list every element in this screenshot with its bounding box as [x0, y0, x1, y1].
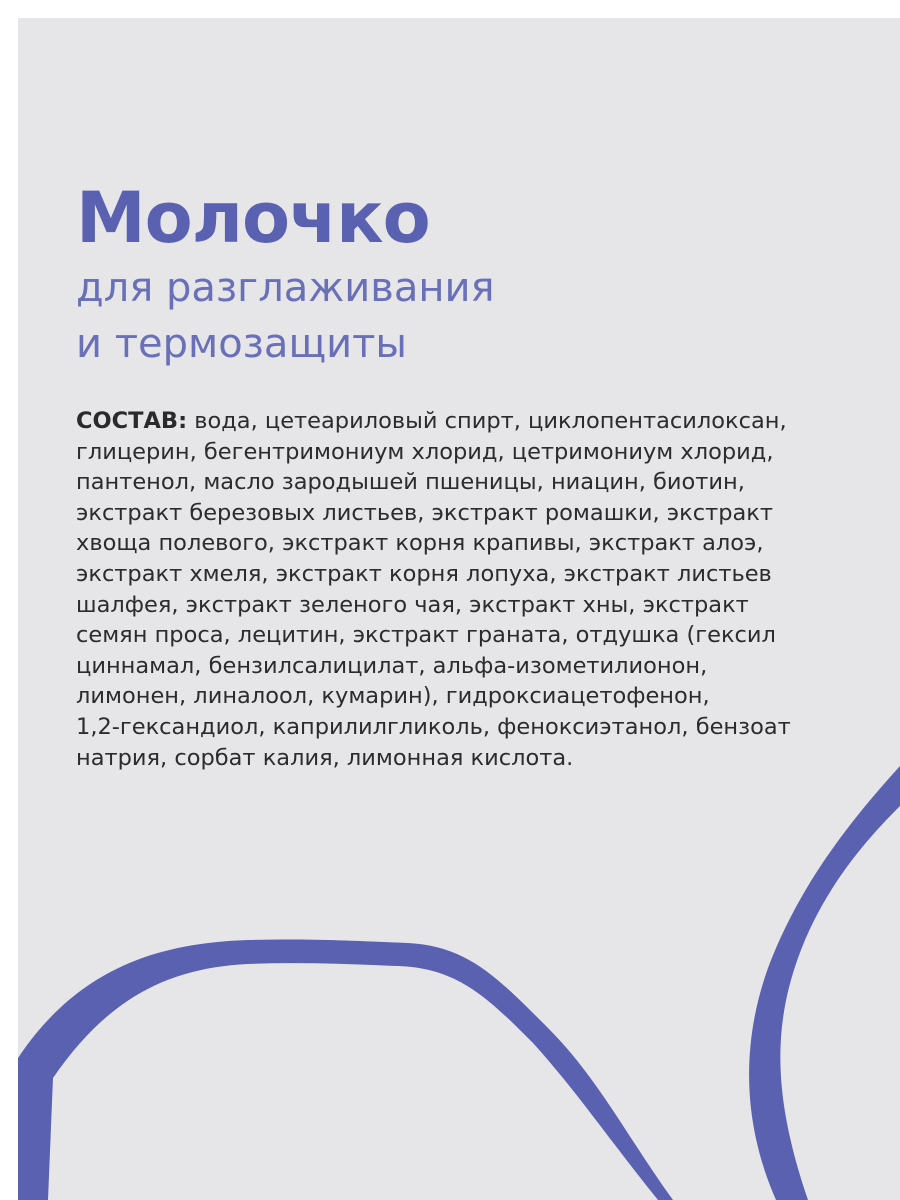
- composition-label: СОСТАВ:: [76, 408, 188, 434]
- product-subtitle: [76, 260, 836, 372]
- right-wave-shape: [749, 766, 900, 1200]
- product-card: [18, 18, 900, 1200]
- composition-text: [76, 406, 876, 773]
- bottom-wave-shape: [18, 939, 673, 1200]
- subtitle-line: для разглаживания: [76, 265, 495, 311]
- product-title: Молочко: [76, 177, 430, 259]
- composition-ingredients: вода, цетеариловый спирт, циклопентасилоксан, глицерин, бегентримониум хлорид, цетримониум хлорид, пантенол, масло зародышей пшеницы, ниацин, биотин, экстракт березовых листьев, экстракт ромашки, экстракт хвоща полевого, экстракт корня крапивы, экстракт алоэ, экстракт хмеля, экстракт корня лопуха, экстракт листьев шалфея, экстракт зеленого чая, экстракт хны, экстракт семян проса, лецитин, экстракт граната, отдушка (гексил циннамал, бензилсалицилат, альфа-изометилионон, лимонен, линалоол, кумарин), гидроксиацетофенон, 1,2-гександиол, каприлилгликоль, феноксиэтанол, бензоат натрия, сорбат калия, лимонная кислота.: [76, 408, 791, 771]
- subtitle-line: и термозащиты: [76, 321, 407, 367]
